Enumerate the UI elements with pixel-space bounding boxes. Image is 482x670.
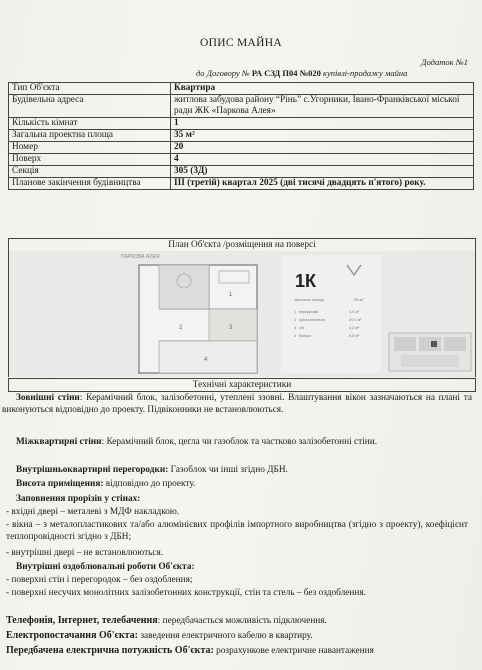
openings-doors: - вхідні двері – металеві з МДФ накладкою.	[6, 507, 180, 517]
room-list-area: 4,9 м²	[349, 310, 360, 314]
telecom-paragraph	[6, 615, 476, 627]
row-value: житлова забудова району “Рінь” с.Угорники, Івано-Франківської міської ради ЖК «Паркова Алея»	[171, 95, 474, 118]
table-row	[9, 154, 474, 166]
contract-suffix: купівлі-продажу майна	[320, 68, 408, 78]
row-label: Планове закінчення будівництва	[9, 178, 171, 190]
openings-heading	[16, 493, 482, 505]
contract-prefix: до Договору №	[196, 68, 252, 78]
outer-walls-paragraph	[2, 392, 472, 416]
floor-plan	[8, 251, 476, 377]
plan-header: План Об'єкта /розміщення на поверсі	[8, 238, 476, 252]
row-value	[171, 154, 474, 166]
partitions-text: Газоблок чи інші згідно ДБН.	[168, 465, 288, 475]
power-capacity-heading: Передбачена електрична потужність Об'єкта:	[6, 645, 214, 656]
row-value	[171, 130, 474, 142]
inter-walls-text: : Керамічний блок, цегла чи газоблок та частково залізобетонні стіни.	[101, 437, 378, 447]
room-list-num: 4	[294, 334, 297, 338]
room-number: 3	[229, 325, 233, 331]
table-row	[9, 142, 474, 154]
row-value-text: 20	[174, 142, 184, 152]
area-label: загальна площа	[294, 297, 324, 302]
room-list-area: 20,0 м²	[349, 318, 362, 322]
row-value-text: 4	[174, 154, 179, 164]
building-key-plan	[389, 333, 471, 371]
outer-walls-text: : Керамічний блок, залізобетонні, утеплені ззовні. Влаштування вікон зазначаються на плані та виконуються відповідно до проекту. Підвіконники не встановлюються.	[2, 393, 472, 416]
row-label: Загальна проектна площа	[9, 130, 171, 142]
finishing-structures: - поверхні несучих монолітних залізобетонних конструкції, стін та стель – без оздоблення.	[6, 588, 366, 598]
plan-room-shade	[159, 265, 209, 309]
document-title: ОПИС МАЙНА	[200, 37, 282, 49]
table-row	[9, 178, 474, 190]
row-label: Поверх	[9, 154, 171, 166]
table-row	[9, 166, 474, 178]
row-value-text: 35 м²	[174, 130, 195, 140]
plan-room-shade	[209, 309, 257, 341]
finishing-heading	[16, 561, 482, 573]
row-label: Номер	[9, 142, 171, 154]
room-list-name: балкон	[299, 334, 312, 338]
height-heading: Висота приміщення:	[16, 479, 104, 489]
outer-walls-heading: Зовнішні стіни	[16, 393, 80, 403]
power-capacity-paragraph	[6, 645, 476, 657]
table-row	[9, 118, 474, 130]
openings-inner-doors: - внутрішні двері – не встановлюються.	[6, 548, 164, 558]
table-row	[9, 130, 474, 142]
partitions-heading: Внутрішньоквартирні перегородки:	[16, 465, 169, 475]
openings-heading-text: Заповнення прорізів у стінах:	[16, 494, 141, 504]
plan-room-shade	[159, 341, 257, 373]
tech-header: Технічні характеристики	[8, 378, 476, 392]
annex-label: Додаток №1	[421, 57, 468, 67]
row-value	[171, 83, 474, 95]
plan-street-label: ПАРКОВА АЛЕЯ	[121, 254, 160, 260]
room-list-name: передпокій	[299, 310, 319, 314]
power-supply-text: заведення електричного кабелю в квартиру.	[138, 631, 313, 641]
room-list-num: 3	[294, 326, 297, 330]
row-value-text: 305 (3Д)	[174, 166, 208, 176]
row-value-text: 1	[174, 118, 179, 128]
room-list-num: 2	[294, 318, 297, 322]
partitions-paragraph	[16, 464, 482, 476]
room-list-name: с/в	[299, 326, 304, 330]
finishing-heading-text: Внутрішні оздоблювальні роботи Об'єкта:	[16, 562, 195, 572]
room-list-area: 5,8 м²	[349, 334, 360, 338]
row-value-text: Квартира	[174, 83, 216, 93]
property-info-table	[8, 82, 474, 190]
table-row	[9, 95, 474, 118]
row-value-text: ІІІ (третій) квартал 2025 (дві тисячі двадцять п'ятого) року.	[174, 178, 426, 188]
room-list-num: 1	[294, 310, 297, 314]
telecom-heading: Телефонія, Інтернет, телебачення	[6, 615, 158, 626]
height-paragraph	[16, 478, 482, 490]
contract-number: РА СЗД П04 №020	[251, 68, 321, 78]
inter-walls-heading: Міжквартирні стіни	[16, 437, 102, 447]
row-value	[171, 118, 474, 130]
inter-walls-paragraph	[2, 436, 472, 448]
finishing-walls: - поверхні стін і перегородок – без оздоблення;	[6, 575, 193, 585]
height-text: відповідно до проекту.	[103, 479, 196, 489]
unit-type: 1К	[295, 271, 316, 291]
contract-reference	[196, 68, 407, 78]
room-number: 4	[204, 357, 208, 363]
room-number: 2	[179, 325, 183, 331]
row-label: Кількість кімнат	[9, 118, 171, 130]
area-value: 35 м²	[354, 297, 364, 302]
room-number: 1	[229, 292, 233, 298]
row-value	[171, 166, 474, 178]
table-row	[9, 83, 474, 95]
floor-plan-drawing	[9, 251, 475, 377]
openings-windows: - вікна – з металопластикових та/або алюмінієвих профілів імпортного виробництва (згідно з проекту), коефіцієнт теплопровідності згідно з ДБН;	[6, 520, 468, 543]
power-supply-heading: Електропостачання Об'єкта:	[6, 630, 138, 641]
row-label: Тип Об'єкта	[9, 83, 171, 95]
row-value	[171, 178, 474, 190]
room-list-name: кухня-вітальня	[299, 318, 325, 322]
power-supply-paragraph	[6, 630, 476, 642]
row-label: Будівельна адреса	[9, 95, 171, 118]
telecom-text: : передбачається можливість підключення.	[157, 616, 327, 626]
power-capacity-text: розрахункове електричне навантаження	[213, 646, 374, 656]
row-label: Секція	[9, 166, 171, 178]
row-value	[171, 142, 474, 154]
room-list-area: 4,3 м²	[349, 326, 360, 330]
